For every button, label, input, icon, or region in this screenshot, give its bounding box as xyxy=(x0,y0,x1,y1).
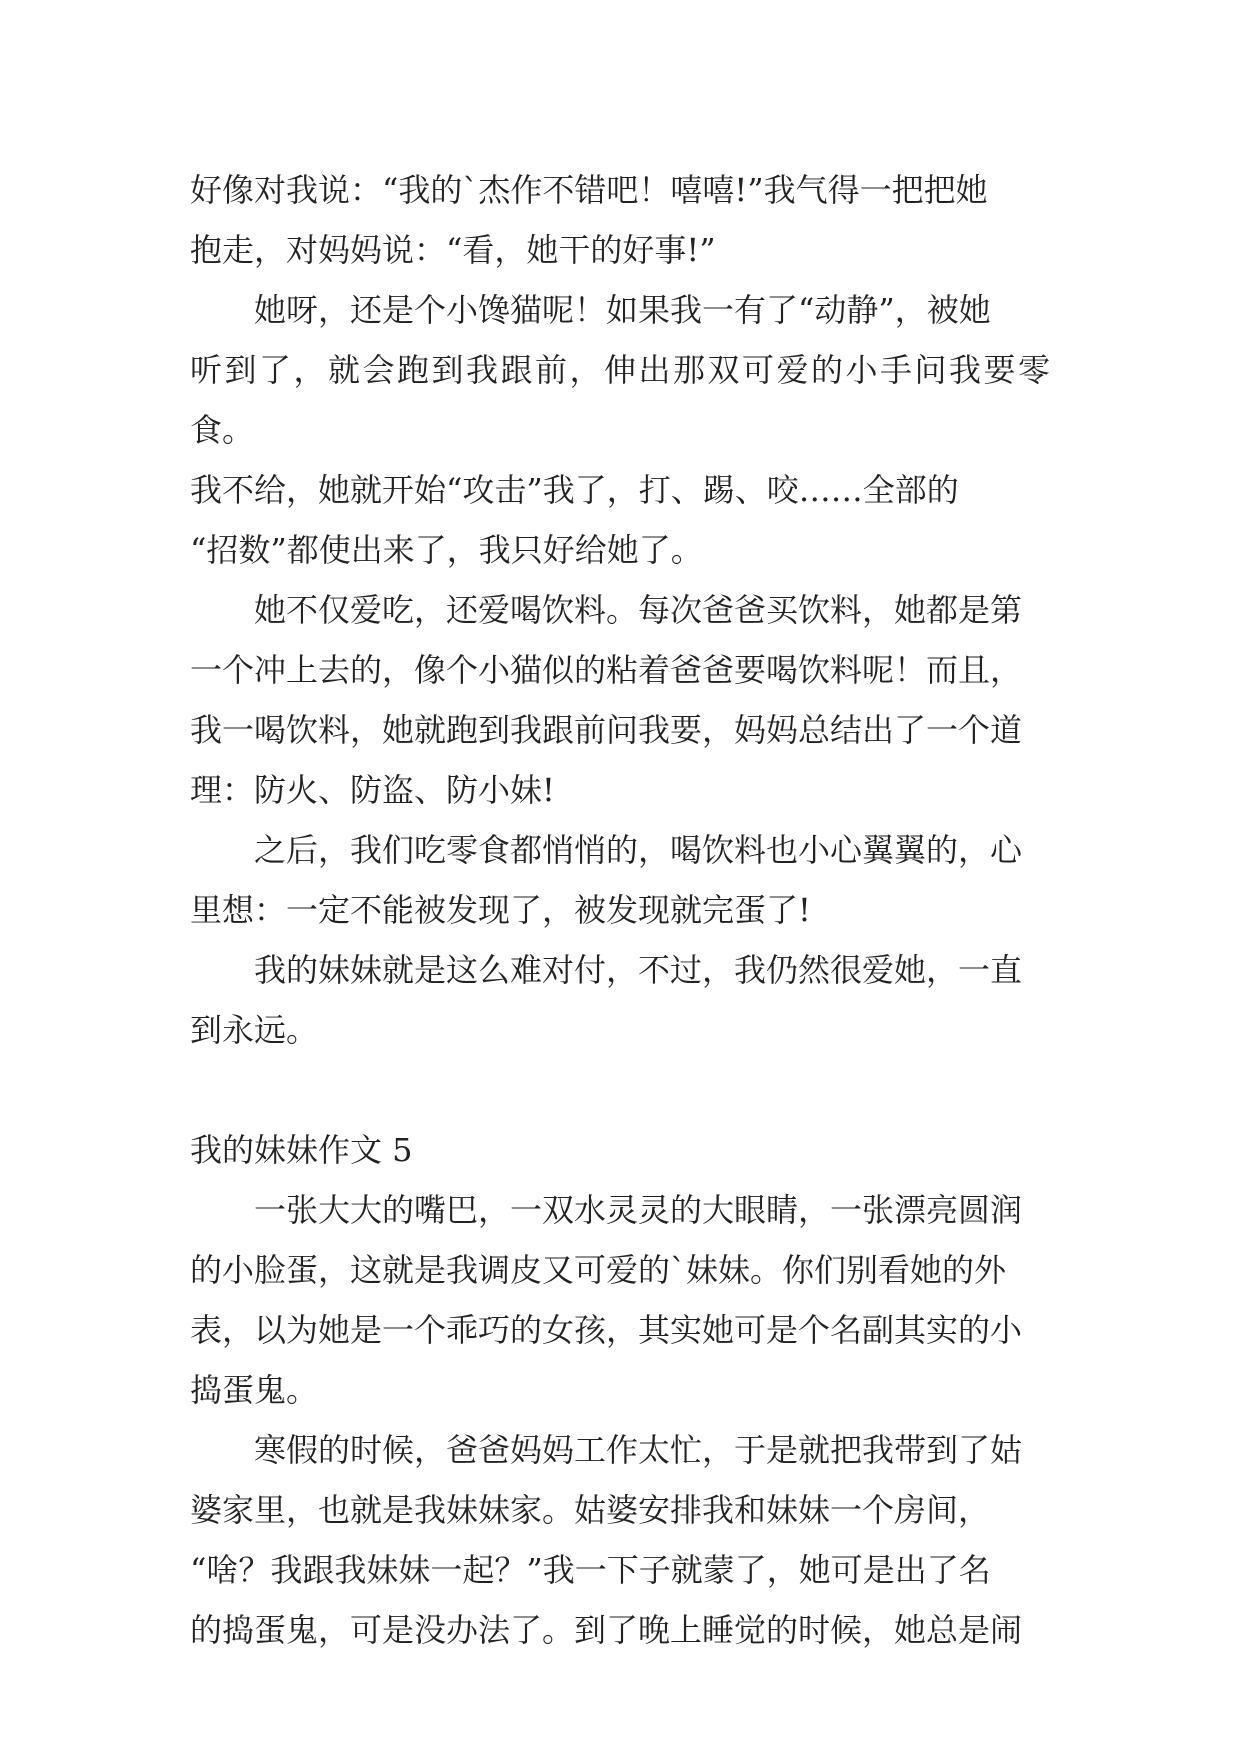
paragraph xyxy=(190,580,1050,820)
text-line: 的小脸蛋，这就是我调皮又可爱的`妹妹。你们别看她的外 xyxy=(190,1251,1007,1289)
text-line: 到永远。 xyxy=(190,1011,319,1049)
text-line: 之后，我们吃零食都悄悄的，喝饮料也小心翼翼的，心 xyxy=(254,831,1023,869)
text-line: 寒假的时候，爸爸妈妈工作太忙，于是就把我带到了姑 xyxy=(254,1431,1023,1469)
text-line: 里想：一定不能被发现了，被发现就完蛋了! xyxy=(190,891,811,929)
text-line: 她不仅爱吃，还爱喝饮料。每次爸爸买饮料，她都是第 xyxy=(254,591,1023,629)
document-body xyxy=(190,160,1050,1660)
text-line: 一张大大的嘴巴，一双水灵灵的大眼睛，一张漂亮圆润 xyxy=(254,1191,1023,1229)
text-line: 捣蛋鬼。 xyxy=(190,1371,319,1409)
text-line: “招数”都使出来了，我只好给她了。 xyxy=(190,531,703,569)
text-line: 我的妹妹就是这么难对付，不过，我仍然很爱她，一直 xyxy=(254,951,1023,989)
text-line: 好像对我说：“我的`杰作不错吧！嘻嘻!”我气得一把把她 xyxy=(190,171,988,209)
paragraph xyxy=(190,1180,1050,1420)
text-line: 理：防火、防盗、防小妹! xyxy=(190,771,555,809)
text-line: 听到了，就会跑到我跟前，伸出那双可爱的小手问我要零食。 xyxy=(190,351,1050,449)
paragraph xyxy=(190,1420,1050,1660)
section-title: 我的妹妹作文 5 xyxy=(190,1131,413,1169)
paragraphs-after-heading xyxy=(190,1180,1050,1660)
paragraph xyxy=(190,280,1050,580)
text-line: 一个冲上去的，像个小猫似的粘着爸爸要喝饮料呢！而且， xyxy=(190,651,1023,689)
text-line: 我不给，她就开始“攻击”我了，打、踢、咬……全部的 xyxy=(190,471,959,509)
text-line: 婆家里，也就是我妹妹家。姑婆安排我和妹妹一个房间， xyxy=(190,1491,991,1529)
text-line: 的捣蛋鬼，可是没办法了。到了晚上睡觉的时候，她总是闹 xyxy=(190,1611,1023,1649)
paragraphs-before-heading xyxy=(190,160,1050,1060)
paragraph xyxy=(190,940,1050,1060)
text-line: 我一喝饮料，她就跑到我跟前问我要，妈妈总结出了一个道 xyxy=(190,711,1023,749)
text-line: 抱走，对妈妈说：“看，她干的好事!” xyxy=(190,231,716,269)
text-line: 她呀，还是个小馋猫呢！如果我一有了“动静”，被她 xyxy=(254,291,991,329)
text-line: “啥？我跟我妹妹一起？”我一下子就蒙了，她可是出了名 xyxy=(190,1551,991,1589)
paragraph xyxy=(190,160,1050,280)
text-line: 表，以为她是一个乖巧的女孩，其实她可是个名副其实的小 xyxy=(190,1311,1023,1349)
paragraph xyxy=(190,820,1050,940)
